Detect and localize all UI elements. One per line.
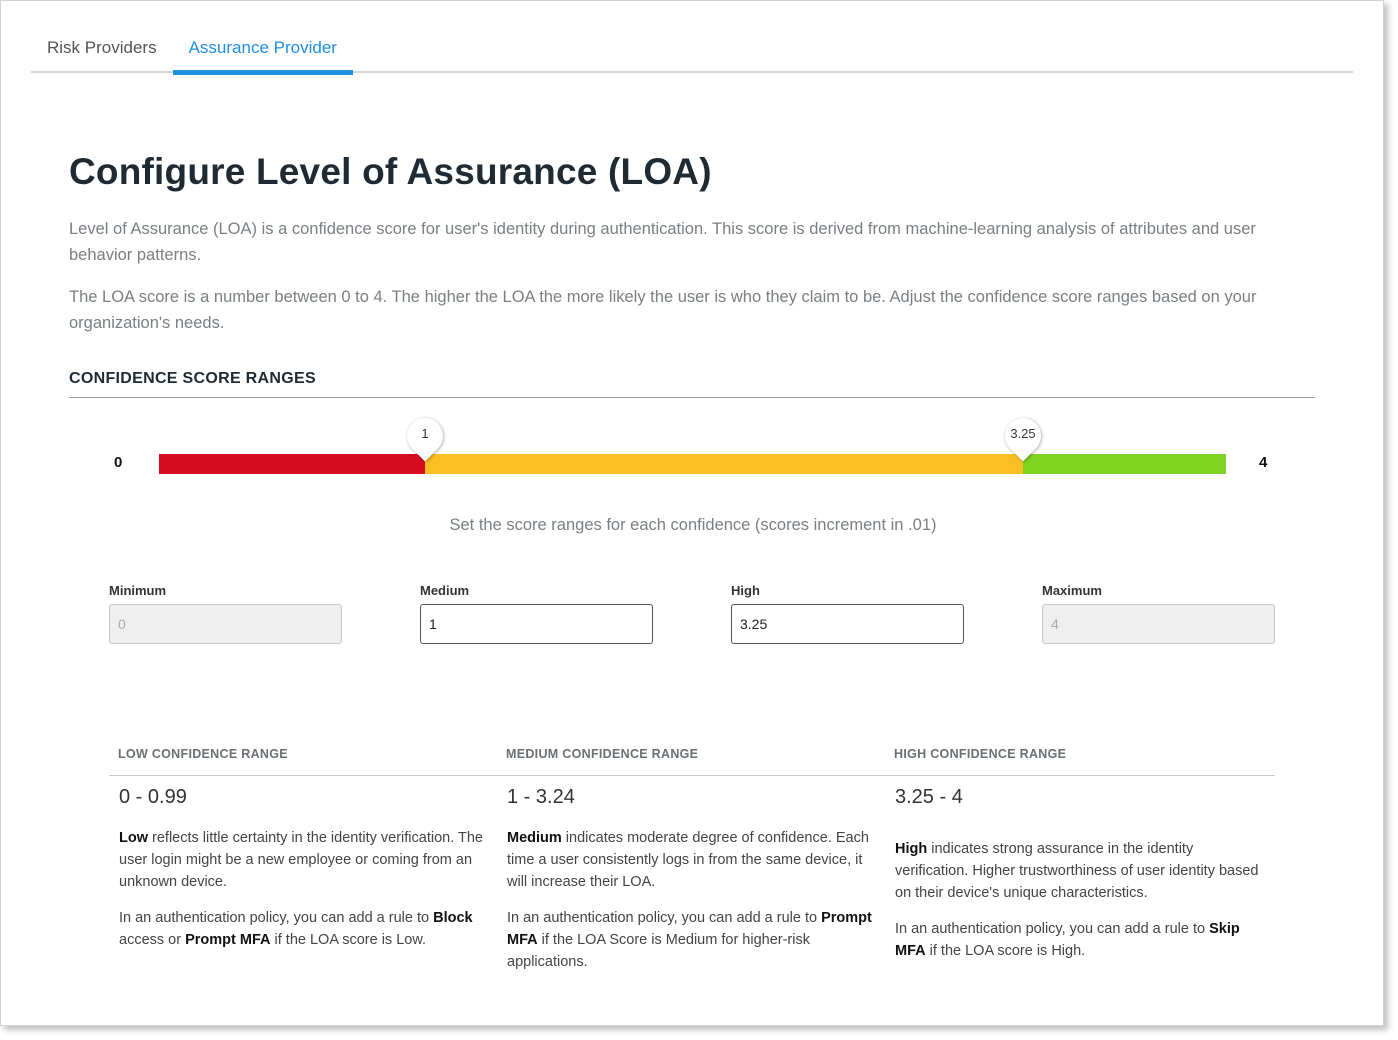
maximum-field-group <box>1042 583 1276 644</box>
page-title: Configure Level of Assurance (LOA) <box>69 151 712 192</box>
medium-range-description: Medium indicates moderate degree of confidence. Each time a user consistently logs in from the same device, it will increase their LOA. <box>507 830 869 890</box>
slider-medium-segment <box>425 454 1023 474</box>
maximum-input <box>1042 604 1275 644</box>
high-label: High <box>731 583 760 598</box>
high-range-policy: In an authentication policy, you can add a rule to Skip MFA if the LOA score is High. <box>895 921 1240 959</box>
slider-high-handle-value: 3.25 <box>1010 426 1036 441</box>
slider-hint: Set the score ranges for each confidence (scores increment in .01) <box>449 516 937 534</box>
medium-range-column <box>507 786 882 987</box>
slider-medium-handle[interactable] <box>405 416 445 456</box>
low-range-policy: In an authentication policy, you can add a rule to Block access or Prompt MFA if the LOA score is Low. <box>119 910 473 948</box>
slider-min-label: 0 <box>114 454 123 471</box>
high-range-value: 3.25 - 4 <box>895 786 963 808</box>
section-title: CONFIDENCE SCORE RANGES <box>69 370 316 387</box>
slider-high-segment <box>1023 454 1226 474</box>
minimum-label: Minimum <box>109 583 167 598</box>
medium-range-policy: In an authentication policy, you can add a rule to Prompt MFA if the LOA Score is Medium for higher-risk applications. <box>507 910 872 970</box>
low-range-value: 0 - 0.99 <box>119 786 187 808</box>
medium-field-group <box>420 583 654 644</box>
medium-range-value: 1 - 3.24 <box>507 786 575 808</box>
high-input[interactable] <box>731 604 964 644</box>
tab-assurance-provider[interactable]: Assurance Provider <box>173 29 353 73</box>
medium-range-heading: MEDIUM CONFIDENCE RANGE <box>506 747 699 761</box>
high-field-group <box>731 583 965 644</box>
maximum-label: Maximum <box>1042 583 1102 598</box>
intro-paragraph-2: The LOA score is a number between 0 to 4. The higher the LOA the more likely the user is who they claim to be. Adjust the confidence score ranges based on your organization's needs. <box>69 288 1257 332</box>
low-range-column <box>119 786 494 965</box>
slider-medium-handle-value: 1 <box>421 426 429 441</box>
high-range-column <box>895 786 1270 976</box>
tab-bar <box>31 29 1353 73</box>
range-divider <box>109 775 1275 776</box>
section-divider <box>69 397 1315 398</box>
medium-label: Medium <box>420 583 470 598</box>
medium-input[interactable] <box>420 604 653 644</box>
tab-risk-providers[interactable]: Risk Providers <box>47 38 157 57</box>
high-range-description: High indicates strong assurance in the identity verification. Higher trustworthiness of user identity based on their device's unique characteristics. <box>895 841 1259 901</box>
low-range-description: Low reflects little certainty in the identity verification. The user login might be a new employee or coming from an unknown device. <box>119 830 483 890</box>
high-range-heading: HIGH CONFIDENCE RANGE <box>894 747 1067 761</box>
slider-max-label: 4 <box>1259 454 1268 471</box>
slider-low-segment <box>159 454 425 474</box>
minimum-field-group <box>109 583 343 644</box>
slider-high-handle[interactable] <box>1003 416 1043 456</box>
minimum-input <box>109 604 342 644</box>
intro-paragraph-1: Level of Assurance (LOA) is a confidence score for user's identity during authentication. This score is derived from machine-learning analysis of attributes and user behavior patterns. <box>69 220 1256 264</box>
low-range-heading: LOW CONFIDENCE RANGE <box>118 747 288 761</box>
